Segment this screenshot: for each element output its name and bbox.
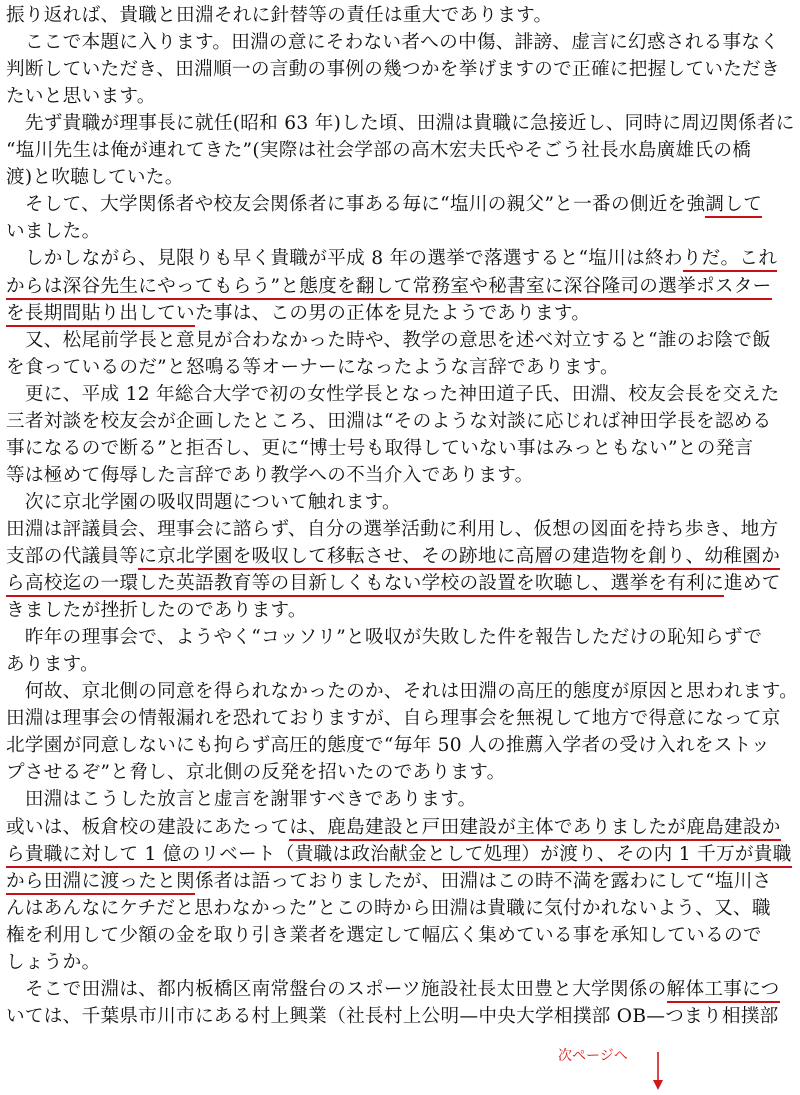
text-line: ら高校迄の一環した英語教育等の目新しくもない学校の設置を吹聴し、選挙を有利に進めて xyxy=(6,572,796,596)
text-line: 三者対談を校友会が企画したところ、田淵は“そのような対談に応じれば神田学長を認める xyxy=(6,410,772,432)
text-line: そこで田淵は、都内板橋区南常盤台のスポーツ施設社長太田豊と大学関係の解体工事につ xyxy=(6,978,796,1002)
text-line: 次に京北学園の吸収問題について触れます。 xyxy=(6,491,401,513)
text-line: そして、大学関係者や校友会関係者に事ある毎に“塩川の親父”と一番の側近を強調して xyxy=(6,193,796,217)
text-line: ここで本題に入ります。田淵の意にそわない者への中傷、誹謗、虚言に幻惑される事なく xyxy=(6,32,780,54)
text-line: 田淵は理事会の情報漏れを恐れておりますが、自ら理事会を無視して地方で得意になって京 xyxy=(6,708,781,730)
underlined-phrase: 解体工事につ xyxy=(667,979,780,1003)
text-line: 渡)と吹聴していた。 xyxy=(6,167,184,189)
down-arrow-icon xyxy=(652,1052,664,1092)
underlined-phrase: ら貴職に対して 1 億のリベート（貴職は政治献金として処理）が渡り、その内 1 千万が貴職 xyxy=(6,844,792,868)
text-line: 判断していただき、田淵順一の言動の事例の幾つかを挙げますので正確に把握していただき xyxy=(6,59,780,81)
underlined-phrase: ら高校迄の一環した英語教育等の目新しくもない学校の設置を吹聴し、選挙を有利に xyxy=(6,573,724,597)
text-line: しょうか。 xyxy=(6,951,101,973)
text-line: 支部の代議員等に京北学園を吸収して移転させ、その跡地に高層の建造物を創り、幼稚園か xyxy=(6,545,796,569)
underlined-phrase: 調して xyxy=(705,194,762,218)
underlined-phrase: りだ。これ xyxy=(683,248,777,272)
text-line: 或いは、板倉校の建設にあたっては、鹿島建設と戸田建設が主体でありましたが鹿島建設か xyxy=(6,816,796,840)
text-line xyxy=(6,843,796,867)
text-line: を食っているのだ”と怒鳴る等オーナーになったような言辞であります。 xyxy=(6,356,619,378)
text-line: 昨年の理事会で、ようやく“コッソリ”と吸収が失敗した件を報告しただけの恥知らずで xyxy=(6,627,763,649)
text-line: 北学園が同意しないにも拘らず高圧的態度で“毎年 50 人の推薦入学者の受け入れをストッ xyxy=(6,735,770,757)
text-line: 何故、京北側の同意を得られなかったのか、それは田淵の高圧的態度が原因と思われます。 xyxy=(6,681,799,703)
underlined-phrase: からは深谷先生にやってもらう”と態度を翻して常務室や秘書室に深谷隆司の選挙ポスター xyxy=(6,276,772,300)
text-line: 田淵は評議員会、理事会に諮らず、自分の選挙活動に利用し、仮想の図面を持ち歩き、地方 xyxy=(6,518,779,540)
text-line: 又、松尾前学長と意見が合わなかった時や、教学の意思を述べ対立すると“誰のお陰で飯 xyxy=(6,329,772,351)
text-line: プさせるぞ”と脅し、京北側の反発を招いたのであります。 xyxy=(6,762,506,784)
underlined-phrase: に京北学園を吸収して移転させ、その跡地に高層の建造物を創り、幼稚園か xyxy=(138,546,780,570)
text-line: “塩川先生は俺が連れてきた”(実際は社会学部の高木宏夫氏やそごう社長水島廣雄氏の橋 xyxy=(6,140,752,162)
text-line: あります。 xyxy=(6,654,99,676)
text-line: きましたが挫折したのであります。 xyxy=(6,600,307,622)
text-line: いました。 xyxy=(6,221,101,243)
text-line: 田淵はこうした放言と虚言を謝罪すべきであります。 xyxy=(6,789,477,811)
text-line: を長期間貼り出していた事は、この男の正体を見たようであります。 xyxy=(6,302,796,326)
text-line: 権を利用して少額の金を取り引き業者を選定して幅広く集めている事を承知しているので xyxy=(6,924,762,946)
text-line: んはあんなにケチだと思わなかった”とこの時から田淵は貴職に気付かれないよう、又、職 xyxy=(6,897,771,919)
text-line: しかしながら、見限りも早く貴職が平成 8 年の選挙で落選すると“塩川は終わりだ。これ xyxy=(6,247,796,271)
next-page-label[interactable]: 次ページへ xyxy=(558,1048,628,1064)
text-line: から田淵に渡ったと関係者は語っておりましたが、田淵はこの時不満を露わにして“塩川さ xyxy=(6,870,796,894)
text-line: たいと思います。 xyxy=(6,86,156,108)
text-line: 事になるので断る”と拒否し、更に“博士号も取得していない事はみっともない”との発言 xyxy=(6,437,754,459)
text-line: いては、千葉県市川市にある村上興業（社長村上公明—中央大学相撲部 OB—つまり相撲部 xyxy=(6,1005,779,1027)
underlined-phrase: を長期間貼り出してい xyxy=(6,303,195,327)
underlined-phrase: から田淵に渡ったと関 xyxy=(6,871,195,895)
text-line xyxy=(6,275,796,299)
underlined-phrase: は、鹿島建設と戸田建設が主体でありましたが鹿島建設か xyxy=(289,817,780,841)
text-line: 更に、平成 12 年総合大学で初の女性学長となった神田道子氏、田淵、校友会長を交えた xyxy=(6,383,780,405)
text-line: 振り返れば、貴職と田淵それに針替等の責任は重大であります。 xyxy=(6,5,553,26)
text-line: 等は極めて侮辱した言辞であり教学への不当介入であります。 xyxy=(6,464,534,486)
text-line: 先ず貴職が理事長に就任(昭和 63 年)した頃、田淵は貴職に急接近し、同時に周辺関係者に xyxy=(6,113,795,135)
